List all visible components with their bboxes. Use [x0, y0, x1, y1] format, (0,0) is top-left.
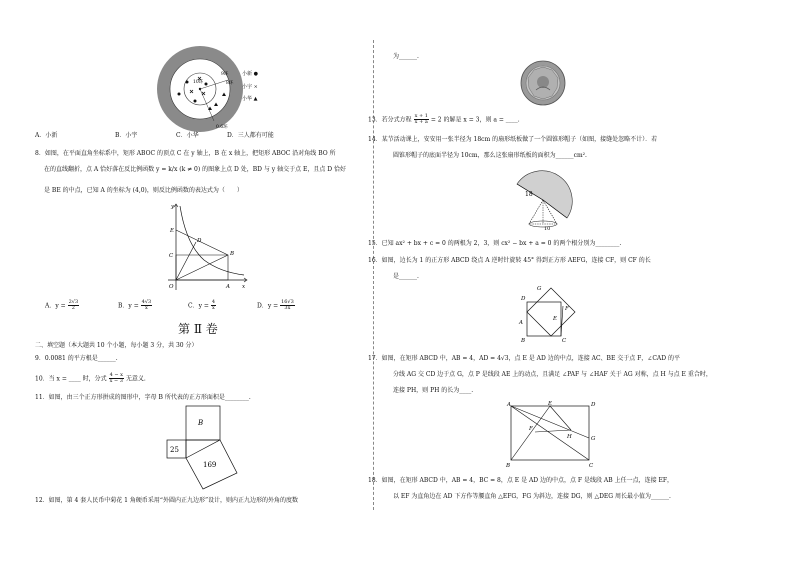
svg-text:E: E — [170, 228, 175, 234]
q17-text-line2: 分线 AG 交 CD 边于点 G，点 P 是线段 AE 上的动点，且满足 ∠PAF 与 ∠HAF 关于 AG 对称，点 H 与点 E 重合时， — [393, 371, 712, 378]
svg-text:18: 18 — [525, 191, 533, 198]
q8-option-d[interactable]: D．y = $\frac{16√3}{3x}$ — [257, 299, 294, 312]
legend-xiaohua: 小华 ▲ — [242, 96, 258, 102]
svg-text:C: C — [562, 338, 567, 344]
ring-label-10: 10环 — [193, 80, 204, 85]
svg-text:x: x — [242, 284, 246, 290]
q8-text-line3: 是 BE 的中点，已知 A 的坐标为 (4,0)，则反比例函数的表达式为（ ） — [44, 187, 243, 194]
svg-text:C: C — [169, 253, 174, 259]
ring-label-06: 0.6环 — [216, 125, 228, 130]
svg-text:O: O — [169, 284, 174, 290]
legend-xiaoyu: 小宇 × — [242, 84, 258, 90]
q10-text: 10．当 x = ____ 时，分式 $\frac{4 - x}{x - 3}$ 无意义. — [35, 372, 146, 385]
svg-text:y: y — [171, 204, 175, 210]
svg-text:B: B — [521, 338, 526, 344]
svg-text:G: G — [591, 436, 596, 442]
svg-text:F: F — [565, 306, 569, 312]
q8-text-line1: 8．如图，在平面直角坐标系中，矩形 ABOC 的顶点 C 在 y 轴上，B 在 x 轴上，把矩形 ABOC 沿对角线 BO 所 — [35, 150, 336, 157]
q14-text-line1: 14．某节活动课上，安安用一张半径为 18cm 的扇形纸板做了一个圆锥形帽子（如图，接缝处忽略不计）．若 — [368, 136, 658, 143]
svg-text:D: D — [197, 238, 202, 244]
hyperbola-curve — [180, 206, 244, 275]
svg-text:D: D — [521, 296, 526, 302]
square-aefg — [527, 288, 575, 336]
q7-option-a[interactable]: A．小新 — [35, 132, 58, 139]
q7-option-d[interactable]: D．三人都有可能 — [227, 132, 274, 139]
svg-text:A: A — [507, 402, 511, 408]
svg-text:10: 10 — [544, 226, 551, 232]
svg-text:H: H — [567, 434, 572, 440]
legend-xiaoxin: 小新 ● — [242, 71, 258, 77]
q8-option-a[interactable]: A．y = $\frac{2√3}{2}$ — [45, 299, 79, 312]
svg-text:B: B — [506, 463, 511, 469]
svg-text:E: E — [553, 316, 558, 322]
q7-option-b[interactable]: B．小宇 — [115, 132, 138, 139]
q15-text: 15．已知 ax² + bx + c = 0 的两根为 2，3，则 cx² − bx + a = 0 的两个根分别为________. — [368, 240, 622, 247]
q18-text-line2: 以 EF 为直角边在 AD 下方作等腰直角 △EFG，FG 为斜边，连接 DG，则 △DEG 周长最小值为______. — [393, 493, 671, 500]
svg-text:169: 169 — [203, 461, 217, 469]
q14-text-line2: 圆锥形帽子的底面半径为 10cm，那么这张扇形纸板的面积为______cm². — [393, 152, 587, 159]
q13-text: 13．若分式方程 $\frac{x + 1}{x + a}$ = 2 的解是 x = 3，则 a = ____. — [368, 113, 520, 126]
svg-text:A: A — [226, 284, 230, 290]
q9-text: 9．0.0081 的平方根是______. — [35, 355, 118, 362]
q8-option-c[interactable]: C．y = $\frac{4}{x}$ — [188, 299, 216, 312]
svg-text:D: D — [591, 402, 596, 408]
q17-text-line3: 连接 PH，则 PH 的长为____. — [393, 387, 474, 394]
q7-option-c[interactable]: C．小华 — [176, 132, 199, 139]
svg-text:B: B — [198, 419, 204, 427]
svg-text:A: A — [519, 320, 523, 326]
q8-option-b[interactable]: B．y = $\frac{4√3}{x}$ — [118, 299, 152, 312]
svg-text:25: 25 — [170, 446, 179, 454]
q11-squares-figure — [160, 400, 250, 490]
q17-text-line1: 17．如图，在矩形 ABCD 中，AB = 4，AD = 4√3，点 E 是 AD 边的中点，连接 AC、BE 交于点 F，∠CAD 的平 — [368, 355, 680, 362]
q14-sector-cone-figure — [505, 160, 585, 234]
q18-text-line1: 18．如图，在矩形 ABCD 中，AB = 4，BC = 8，点 E 是 AD 边的中点，点 F 是线段 AB 上任一点，连接 EF， — [368, 477, 674, 484]
q16-text-line1: 16．如图，边长为 1 的正方形 ABCD 绕点 A 逆时针旋转 45° 得到正方形 AEFG，连接 CF，则 CF 的长 — [368, 257, 651, 264]
coin-image — [520, 60, 566, 106]
svg-text:G: G — [537, 286, 542, 292]
q12-text: 12．如图，第 4 套人民币中菊花 1 角硬币采用“外圆内正九边形”设计，则内正九边形的外角的度数 — [35, 497, 299, 504]
ring-label-9: 9环 — [221, 72, 229, 77]
q16-rotated-squares-figure — [515, 280, 581, 346]
q16-text-line2: 是______. — [393, 273, 419, 280]
ring-label-8: 8环 — [226, 81, 234, 86]
q12-continued: 为______. — [393, 53, 419, 60]
q8-coordinate-figure — [160, 200, 250, 292]
svg-text:E: E — [548, 401, 553, 407]
svg-text:F: F — [529, 426, 533, 432]
svg-text:C: C — [589, 463, 594, 469]
fill-blank-header: 二、填空题（本大题共 10 个小题，每小题 3 分，共 30 分） — [35, 342, 198, 349]
q11-text: 11．如图，由三个正方形拼成的图形中，字母 B 所代表的正方形面积是________. — [35, 394, 251, 401]
q17-rectangle-figure — [505, 400, 599, 470]
q8-text-line2: 在的直线翻折，点 A 恰好落在反比例函数 y = k/x (k ≠ 0) 的图象上点 D 处，BD 与 y 轴交于点 E，且点 D 恰好 — [44, 166, 346, 173]
section-title: 第 Ⅱ 卷 — [178, 322, 218, 336]
column-divider — [373, 40, 374, 510]
svg-text:B: B — [230, 251, 235, 257]
